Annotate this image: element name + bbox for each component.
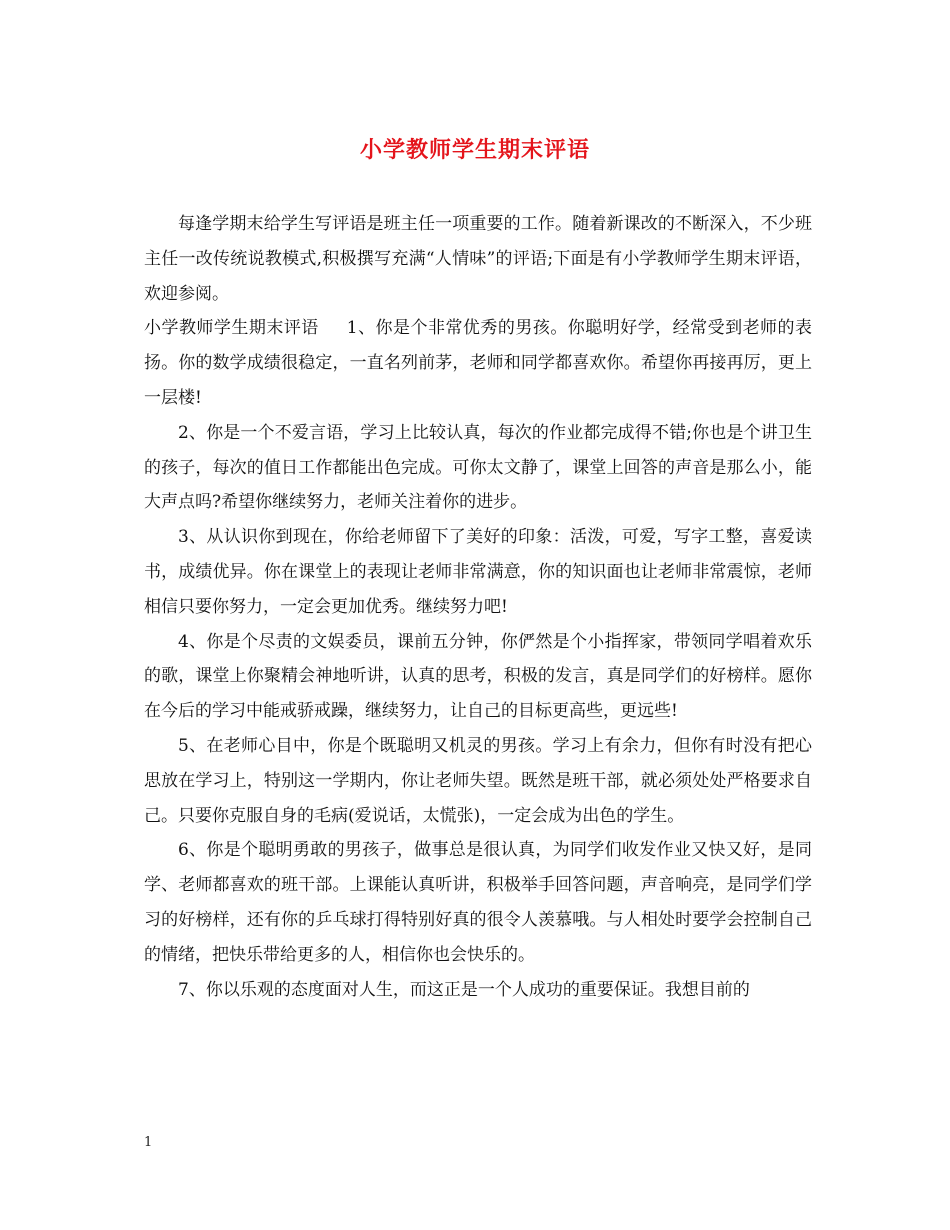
document-body	[144, 207, 812, 1007]
paragraph: 3、从认识你到现在，你给老师留下了美好的印象：活泼，可爱，写字工整，喜爱读书，成绩优异。你在课堂上的表现让老师非常满意，你的知识面也让老师非常震惊，老师相信只要你努力，一定会更加优秀。继续努力吧!	[144, 527, 812, 617]
paragraph-1-with-heading	[144, 311, 812, 415]
paragraph-text: 1、你是个非常优秀的男孩。你聪明好学，经常受到老师的表扬。你的数学成绩很稳定，一直名列前茅，老师和同学都喜欢你。希望你再接再厉，更上一层楼!	[144, 318, 812, 408]
intro-paragraph: 每逢学期末给学生写评语是班主任一项重要的工作。随着新课改的不断深入，不少班主任一改传统说教模式,积极撰写充满“人情味”的评语;下面是有小学教师学生期末评语，欢迎参阅。	[144, 214, 812, 304]
inline-heading: 小学教师学生期末评语	[144, 318, 319, 339]
document-title: 小学教师学生期末评语	[359, 137, 590, 163]
paragraph: 5、在老师心目中，你是个既聪明又机灵的男孩。学习上有余力，但你有时没有把心思放在学习上，特别这一学期内，你让老师失望。既然是班干部，就必须处处严格要求自己。只要你克服自身的毛病(爱说话，太慌张)，一定会成为出色的学生。	[144, 735, 812, 826]
paragraph: 6、你是个聪明勇敢的男孩子，做事总是很认真，为同学们收发作业又快又好，是同学、老师都喜欢的班干部。上课能认真听讲，积极举手回答问题，声音响亮，是同学们学习的好榜样，还有你的乒乓球打得特别好真的很令人羡慕哦。与人相处时要学会控制自己的情绪，把快乐带给更多的人，相信你也会快乐的。	[144, 840, 812, 965]
page-number: 1	[144, 1135, 153, 1150]
paragraph: 4、你是个尽责的文娱委员，课前五分钟，你俨然是个小指挥家，带领同学唱着欢乐的歌，课堂上你聚精会神地听讲，认真的思考，积极的发言，真是同学们的好榜样。愿你在今后的学习中能戒骄戒躁，继续努力，让自己的目标更高些，更远些!	[144, 631, 812, 722]
paragraph: 2、你是一个不爱言语，学习上比较认真，每次的作业都完成得不错;你也是个讲卫生的孩子，每次的值日工作都能出色完成。可你太文静了，课堂上回答的声音是那么小，能大声点吗?希望你继续努力，老师关注着你的进步。	[144, 422, 812, 513]
paragraph: 7、你以乐观的态度面对人生，而这正是一个人成功的重要保证。我想目前的	[178, 979, 750, 1000]
